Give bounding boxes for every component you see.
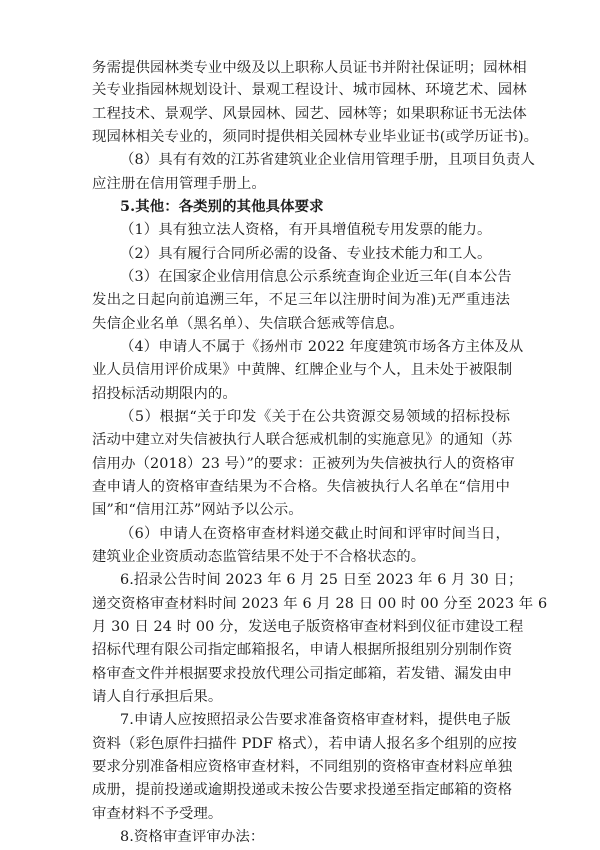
text-line: 成册，提前投递或逾期投递或未按公告要求投递至指定邮箱的资格 — [92, 782, 513, 798]
text-line: （2）具有履行合同所必需的设备、专业技术能力和工人。 — [120, 246, 492, 262]
text-line: 国”和“信用江苏”网站予以公示。 — [92, 502, 303, 518]
text-line: 建筑业企业资质动态监管结果不处于不合格状态的。 — [92, 549, 426, 565]
text-line: 应注册在信用管理手册上。 — [92, 176, 266, 192]
text-line: （4）申请人不属于《扬州市 2022 年度建筑市场各方主体及从 — [120, 339, 524, 355]
text-line: 8.资格审查评审办法： — [120, 829, 265, 845]
text-line: 要求分别准备相应资格审查材料，不同组别的资格审查材料应单独 — [92, 759, 513, 775]
text-line: 6.招录公告时间 2023 年 6 月 25 日至 2023 年 6 月 30 日； — [120, 572, 523, 588]
text-line: 现园林相关专业的，须同时提供相关园林专业毕业证书(或学历证书)。 — [92, 129, 539, 145]
text-line: 活动中建立对失信被执行人联合惩戒机制的实施意见》的通知（苏 — [92, 432, 513, 448]
text-line: 关专业指园林规划设计、景观工程设计、城市园林、环境艺术、园林 — [92, 82, 527, 98]
text-line: 业人员信用评价成果》中黄牌、红牌企业与个人，且未处于被限制 — [92, 362, 513, 378]
text-line: 7.申请人应按照招录公告要求准备资格审查材料，提供电子版 — [120, 712, 511, 728]
text-line: （3）在国家企业信用信息公示系统查询企业近三年(自本公告 — [120, 269, 512, 285]
text-line: 月 30 日 24 时 00 分，发送电子版资格审查材料到仪征市建设工程 — [92, 619, 524, 635]
text-line: （8）具有有效的江苏省建筑业企业信用管理手册，且项目负责人 — [120, 152, 535, 168]
text-line: 请人自行承担后果。 — [92, 689, 223, 705]
text-line: 信用办（2018）23 号）”的要求：正被列为失信被执行人的资格审 — [92, 456, 515, 472]
text-line: 招标代理有限公司指定邮箱报名，申请人根据所报组别分别制作资 — [92, 642, 513, 658]
text-line: 资料（彩色原件扫描件 PDF 格式），若申请人报名多个组别的应按 — [92, 736, 517, 752]
text-line: （6）申请人在资格审查材料递交截止时间和评审时间当日， — [120, 526, 510, 542]
text-line: 查申请人的资格审查结果为不合格。失信被执行人名单在“信用中 — [92, 479, 510, 495]
text-line: 格审查文件并根据要求投放代理公司指定邮箱，若发错、漏发由申 — [92, 666, 513, 682]
text-line: 5.其他：各类别的其他具体要求 — [120, 198, 324, 215]
text-line: 招投标活动期限内的。 — [92, 386, 237, 402]
text-line: 工程技术、景观学、风景园林、园艺、园林等；如果职称证书无法体 — [92, 106, 527, 122]
text-line: 审查材料不予受理。 — [92, 806, 223, 822]
text-line: 失信企业名单（黑名单）、失信联合惩戒等信息。 — [92, 316, 404, 332]
text-line: 递交资格审查材料时间 2023 年 6 月 28 日 00 时 00 分至 2023 年 6 — [92, 596, 548, 612]
text-line: 发出之日起向前追溯三年，不足三年以注册时间为准)无严重违法 — [92, 292, 510, 308]
text-line: 务需提供园林类专业中级及以上职称人员证书并附社保证明；园林相 — [92, 60, 527, 76]
text-line: （5）根据“关于印发《关于在公共资源交易领域的招标投标 — [120, 409, 510, 425]
text-line: （1）具有独立法人资格，有开具增值税专用发票的能力。 — [120, 222, 492, 238]
